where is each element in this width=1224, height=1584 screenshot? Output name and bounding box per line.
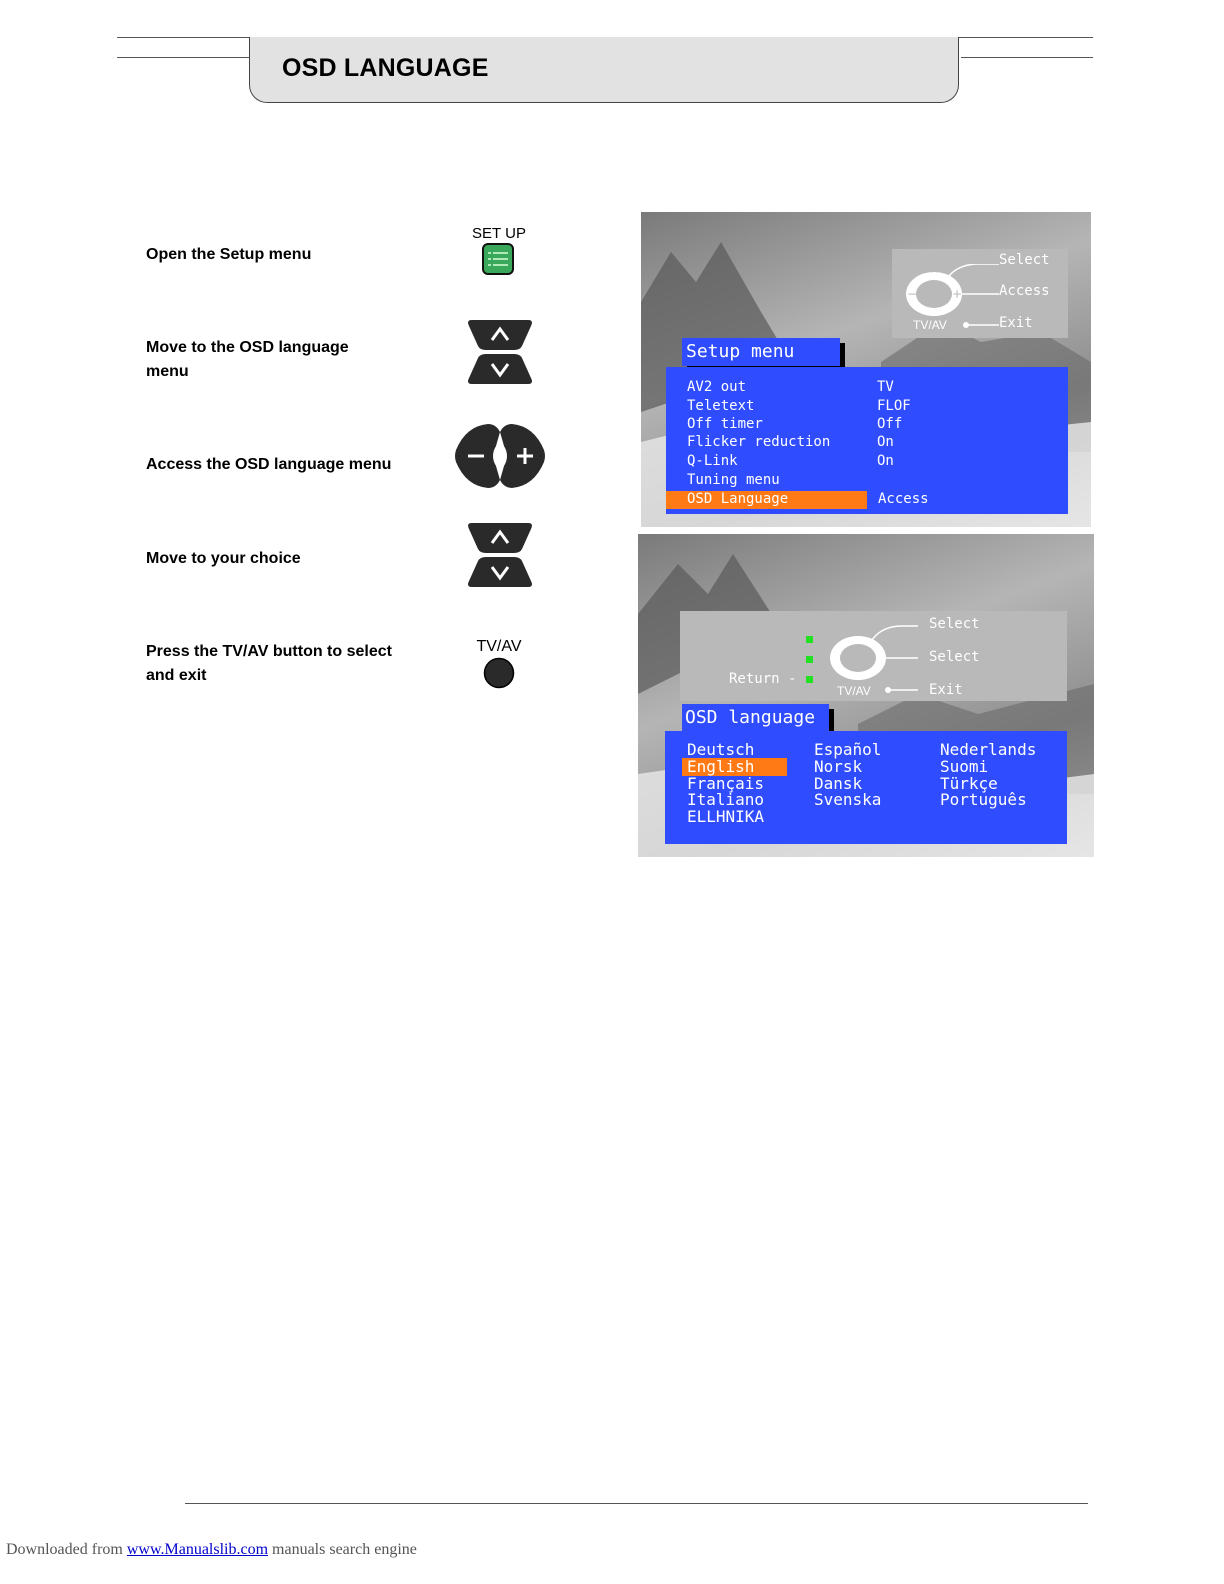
header-rule-right [961,57,1093,58]
up-down-buttons-2[interactable] [464,521,536,589]
footer-suffix: manuals search engine [272,1541,417,1558]
language-option[interactable]: Suomi [940,757,989,776]
setup-row-label[interactable]: Q-Link [687,453,738,469]
language-option[interactable]: Italiano [687,790,765,809]
step-move-choice: Move to your choice [146,550,301,567]
footer-prefix: Downloaded from [6,1541,123,1558]
help-tvav: TV/AV [837,684,871,698]
help-select: Select [929,616,980,632]
help-select: Select [999,252,1050,268]
up-down-buttons-1[interactable] [464,318,536,386]
page-title: OSD LANGUAGE [282,54,489,82]
language-option[interactable]: ELLHNIKA [687,807,765,826]
setup-button[interactable] [482,243,514,275]
language-option[interactable]: Türkçe [940,774,998,793]
setup-menu-title: Setup menu [682,338,840,366]
setup-row-value: On [877,434,894,450]
language-option[interactable]: Nederlands [940,740,1037,759]
green-indicator [806,676,813,683]
osd-screen-language [638,534,1094,857]
header-rule-left [117,57,249,58]
footer-rule [185,1503,1088,1504]
step-move-osd: Move to the OSD language menu [146,339,349,380]
setup-row-value: On [877,453,894,469]
setup-row-label[interactable]: Tuning menu [687,472,780,488]
setup-button-label: SET UP [472,225,526,242]
svg-text:−: − [907,287,918,301]
footer-credit [6,1541,417,1559]
manualslib-link[interactable]: www.Manualslib.com [126,1541,269,1558]
help-select: Select [929,649,980,665]
green-indicator [806,656,813,663]
help-exit: Exit [929,682,963,698]
setup-row-value: TV [877,379,894,395]
green-indicator [806,636,813,643]
down-button [468,354,532,384]
step-press-tvav: Press the TV/AV button to select and exit [146,643,392,684]
osd-language-title: OSD language [682,704,829,732]
svg-text:+: + [952,287,963,301]
setup-row-label-selected[interactable]: OSD Language [687,491,789,507]
help-exit: Exit [999,315,1033,331]
help-tvav: TV/AV [913,318,947,332]
up-button [468,523,532,553]
language-option[interactable]: Svenska [814,790,882,809]
down-button [468,557,532,587]
setup-row-label[interactable]: Off timer [687,416,763,432]
language-option[interactable]: Norsk [814,757,863,776]
language-option-selected[interactable]: English [687,757,755,776]
up-button [468,320,532,350]
help-return: Return - [729,671,797,687]
setup-row-value: Off [877,416,903,432]
language-option[interactable]: Deutsch [687,740,755,759]
setup-row-label[interactable]: Teletext [687,398,755,414]
language-option[interactable]: Português [940,790,1027,809]
setup-row-label[interactable]: Flicker reduction [687,434,831,450]
step-access-osd: Access the OSD language menu [146,456,392,473]
tvav-button-label: TV/AV [476,638,522,655]
setup-row-value: Access [878,491,929,507]
step-open-setup: Open the Setup menu [146,246,312,263]
language-option[interactable]: Español [814,740,882,759]
help-access: Access [999,283,1050,299]
osd-screen-setup [641,212,1091,527]
svg-text:^: ^ [930,269,939,280]
language-option[interactable]: Dansk [814,774,863,793]
tvav-button[interactable] [483,657,515,689]
setup-row-label[interactable]: AV2 out [687,379,747,395]
language-option[interactable]: Français [687,774,765,793]
minus-plus-buttons[interactable] [452,422,548,490]
setup-row-value: FLOF [877,398,911,414]
